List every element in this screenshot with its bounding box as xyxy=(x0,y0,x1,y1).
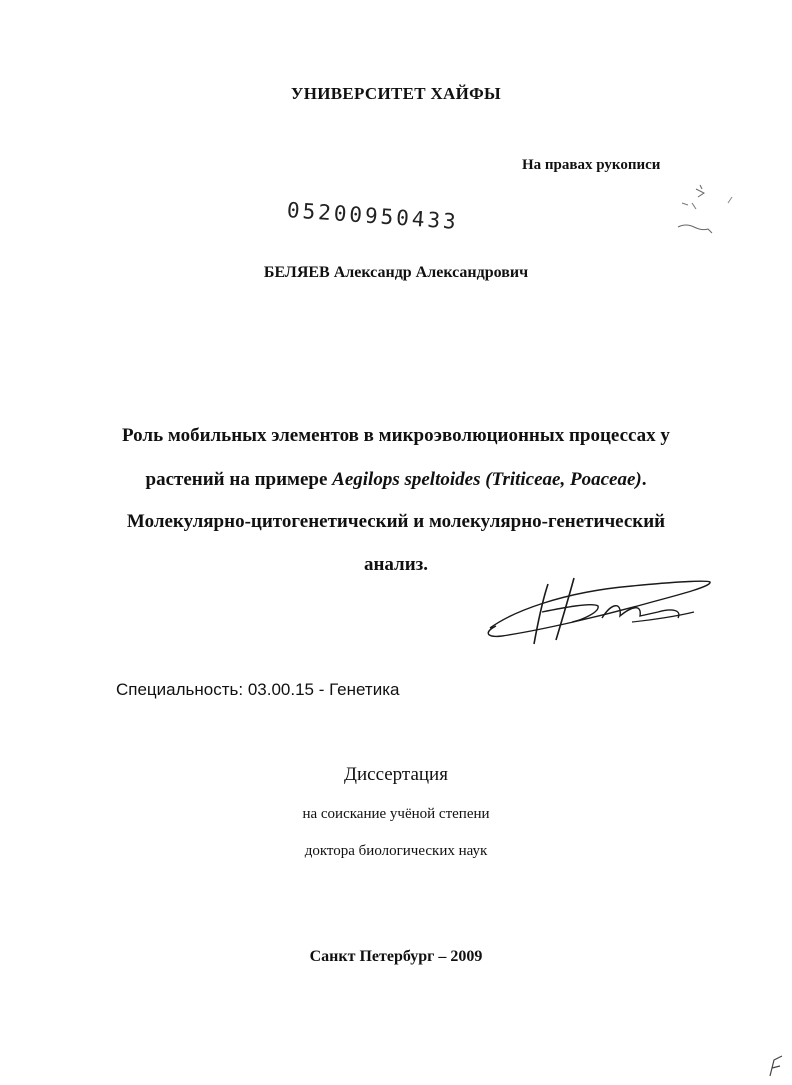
document-type: Диссертация xyxy=(344,764,448,785)
registration-number: 05200950433 xyxy=(286,198,460,234)
corner-pencil-mark xyxy=(764,1050,788,1080)
city-year: Санкт Петербург – 2009 xyxy=(309,948,483,965)
degree-line-1: на соискание учёной степени xyxy=(302,806,490,822)
title-line-1: Роль мобильных элементов в микроэволюционных процессах у xyxy=(122,425,670,446)
specialty-line: Специальность: 03.00.15 - Генетика xyxy=(116,680,400,699)
margin-scribble-mark xyxy=(672,175,742,245)
handwritten-signature xyxy=(482,572,714,650)
title-line-3: Молекулярно-цитогенетический и молекулярно-генетический xyxy=(126,511,666,532)
species-name: Aegilops speltoides (Triticeae, Poaceae) xyxy=(332,469,642,490)
university-name: УНИВЕРСИТЕТ ХАЙФЫ xyxy=(290,84,502,103)
manuscript-rights-note: На правах рукописи xyxy=(522,157,661,173)
title-line-2-prefix: растений на примере xyxy=(145,469,333,490)
author-name: БЕЛЯЕВ Александр Александрович xyxy=(263,264,529,281)
title-line-4: анализ. xyxy=(363,554,429,575)
degree-line-2: доктора биологических наук xyxy=(304,843,488,859)
title-line-2 xyxy=(0,469,792,491)
title-line-2-suffix: . xyxy=(641,469,647,490)
